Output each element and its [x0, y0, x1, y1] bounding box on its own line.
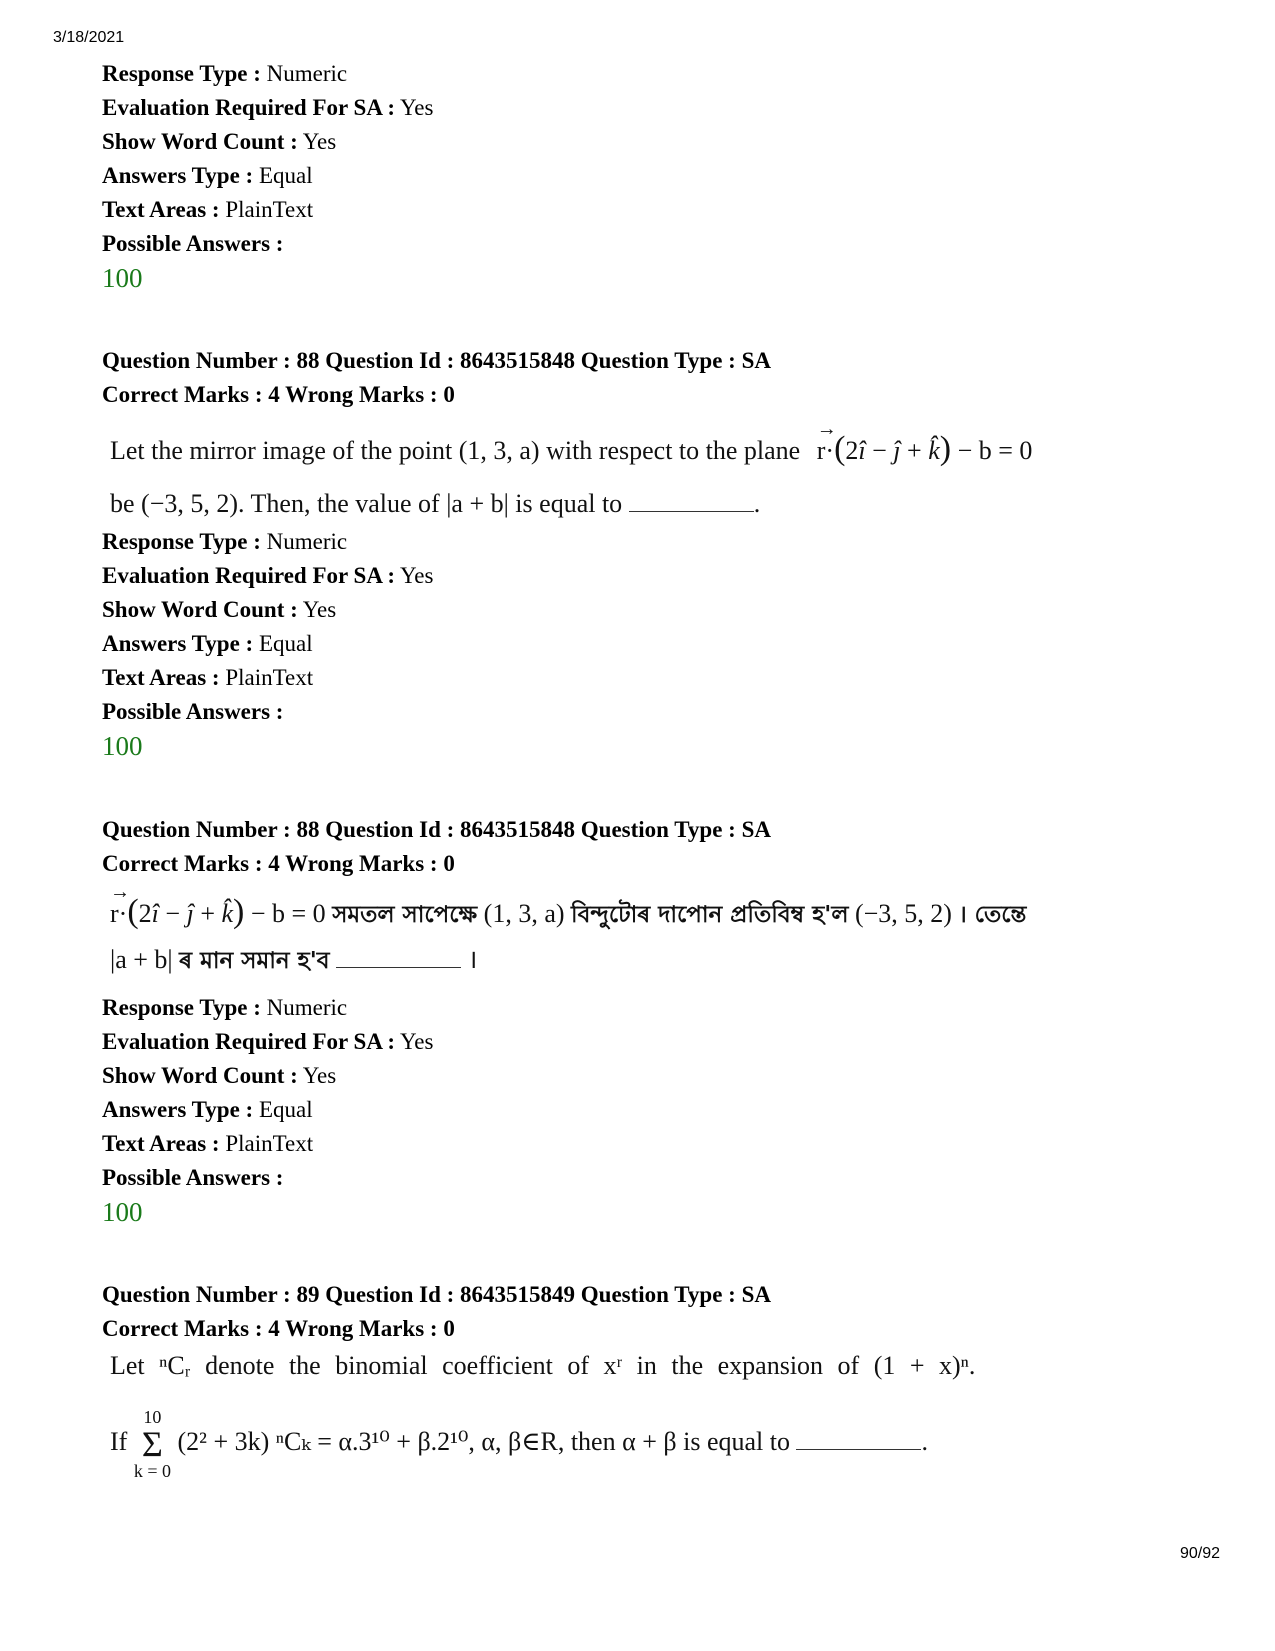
response-type-row: Response Type : Numeric	[102, 995, 348, 1020]
plane-equation: r → ·(2î − ĵ + k̂) − b = 0	[110, 881, 333, 930]
evaluation-row: Evaluation Required For SA : Yes	[102, 563, 434, 588]
question-88-en-text-line2: be (−3, 5, 2). Then, the value of |a + b| is equal to .	[110, 489, 761, 518]
text-areas-row: Text Areas : PlainText	[102, 665, 314, 690]
page-number: 90/92	[1180, 1545, 1221, 1562]
answer-blank	[796, 1429, 921, 1450]
possible-answer-value: 100	[102, 731, 143, 761]
word-count-row: Show Word Count : Yes	[102, 1063, 337, 1088]
question-header: Question Number : 88 Question Id : 8643515848 Question Type : SA	[102, 348, 771, 373]
question-87-meta	[102, 57, 433, 297]
question-header: Question Number : 89 Question Id : 8643515849 Question Type : SA	[102, 1282, 771, 1307]
possible-answer-value: 100	[102, 263, 143, 293]
question-marks: Correct Marks : 4 Wrong Marks : 0	[102, 851, 455, 876]
answer-blank	[336, 947, 461, 968]
question-88-as-meta	[102, 991, 433, 1231]
answer-blank	[629, 491, 754, 512]
word-count-row: Show Word Count : Yes	[102, 597, 337, 622]
answers-type-row: Answers Type : Equal	[102, 163, 313, 188]
possible-answers-label: Possible Answers :	[102, 1165, 284, 1190]
possible-answers-label: Possible Answers :	[102, 231, 284, 256]
vector-r: r →	[816, 418, 837, 465]
question-header: Question Number : 88 Question Id : 8643515848 Question Type : SA	[102, 817, 771, 842]
question-88-as-text-line1: r → ·(2î − ĵ + k̂) − b = 0 সমতল সাপেক্ষে (1, 3, a) বিন্দুটোৰ দাপোন প্ৰতিবিম্ব হ'ল (−3, 5, 2) । তেন্তে	[110, 881, 1027, 930]
possible-answers-label: Possible Answers :	[102, 699, 284, 724]
question-89-text-line2: If 10 Σ k = 0 (2² + 3k) ⁿCₖ = α.3¹⁰ + β.2¹⁰, α, β∈R, then α + β is equal to .	[110, 1407, 928, 1481]
response-type-row: Response Type : Numeric	[102, 529, 348, 554]
summation: 10 Σ k = 0	[133, 1407, 171, 1481]
question-88-en-header	[102, 344, 771, 412]
question-marks: Correct Marks : 4 Wrong Marks : 0	[102, 382, 455, 407]
question-88-as-text-line2: |a + b| ৰ মান সমান হ'ব ।	[110, 945, 478, 974]
text-areas-row: Text Areas : PlainText	[102, 197, 314, 222]
response-type-row: Response Type : Numeric	[102, 61, 348, 86]
possible-answer-value: 100	[102, 1197, 143, 1227]
question-88-en-meta	[102, 525, 433, 765]
text-areas-row: Text Areas : PlainText	[102, 1131, 314, 1156]
vector-r: r →	[110, 881, 130, 928]
question-89-text-line1: Let ⁿCᵣ denote the binomial coefficient of xʳ in the expansion of (1 + x)ⁿ.	[110, 1351, 976, 1380]
evaluation-row: Evaluation Required For SA : Yes	[102, 95, 434, 120]
question-89-header	[102, 1278, 771, 1346]
print-date: 3/18/2021	[53, 29, 125, 46]
answers-type-row: Answers Type : Equal	[102, 1097, 313, 1122]
evaluation-row: Evaluation Required For SA : Yes	[102, 1029, 434, 1054]
answers-type-row: Answers Type : Equal	[102, 631, 313, 656]
word-count-row: Show Word Count : Yes	[102, 129, 337, 154]
plane-equation: r → ·(2î − ĵ + k̂) − b = 0	[816, 418, 1033, 467]
question-marks: Correct Marks : 4 Wrong Marks : 0	[102, 1316, 455, 1341]
question-88-en-text-line1: Let the mirror image of the point (1, 3, a) with respect to the plane r → ·(2î − ĵ + k̂) − b = 0	[110, 418, 1033, 467]
question-88-as-header	[102, 813, 771, 881]
sigma-symbol: Σ	[141, 1424, 163, 1464]
